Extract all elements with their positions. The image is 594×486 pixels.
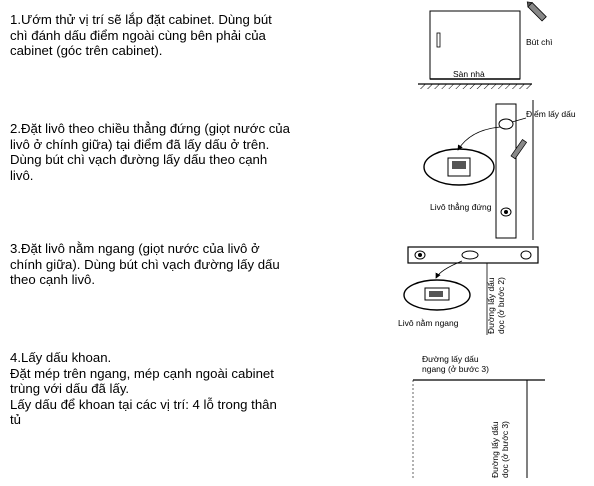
step-2-line-3: Dùng bút chì vạch đường lấy dấu theo cạnh <box>10 152 268 168</box>
pencil-icon <box>525 0 546 21</box>
label-horizontal-line-a: Đường lấy dấu <box>422 354 479 364</box>
step-1-line-2: chì đánh dấu điểm ngoài cùng bên phải của <box>10 27 266 43</box>
step-2-line-2: livô ở chính giữa) tại điểm đã lấy dấu ở trên. <box>10 136 270 152</box>
level-top-vial <box>499 119 513 129</box>
label-floor: Sàn nhà <box>453 69 485 79</box>
step-1-line-3: cabinet (góc trên cabinet). <box>10 43 163 59</box>
step-1-line-1: 1.Ướm thử vị trí sẽ lắp đặt cabinet. Dùng bút <box>10 12 272 27</box>
step-4-line-1: 4.Lấy dấu khoan. <box>10 350 112 365</box>
label-vertical-line-3b: dọc (ở bước 2) <box>496 277 506 334</box>
screw-icon-3 <box>418 253 422 257</box>
step-3-line-2: chính giữa). Dùng bút chì vạch đường lấy dấu <box>10 256 280 272</box>
label-vertical-line-4a: Đường lấy dấu <box>490 421 500 478</box>
label-horizontal-line-b: ngang (ở bước 3) <box>422 364 489 374</box>
figure-1-cabinet <box>418 0 552 89</box>
figure-4-drill-marks <box>413 354 545 478</box>
step-3-line-3: theo cạnh livô. <box>10 272 96 288</box>
step-4-line-2: Đặt mép trên ngang, mép cạnh ngoài cabinet <box>10 365 274 381</box>
step-2-line-4: livô. <box>10 167 34 183</box>
level-h-bubble <box>429 291 443 297</box>
step-4-line-5: tủ <box>10 412 21 428</box>
cabinet-handle <box>437 33 440 47</box>
level-h-vial-right <box>521 251 531 259</box>
step-3-line-1: 3.Đặt livô nằm ngang (giọt nước của livô ở <box>10 241 260 256</box>
label-level-vertical: Livô thẳng đứng <box>430 202 492 212</box>
figure-3-horizontal-level <box>398 247 538 335</box>
label-vertical-line-4b: dọc (ở bước 3) <box>500 421 510 478</box>
step-4-line-4: Lấy dấu để khoan tại các vị trí: 4 lỗ trong thân <box>10 396 277 412</box>
floor-hatch <box>418 84 532 89</box>
label-level-horizontal: Livô nằm ngang <box>398 318 459 328</box>
zoom-arrow <box>458 127 500 150</box>
label-pencil: Bút chì <box>526 37 553 47</box>
level-h-vial-center <box>462 251 478 259</box>
label-mark-point: Điểm lấy dấu <box>526 109 576 119</box>
step-4-line-3: trùng với dấu đã lấy. <box>10 381 130 397</box>
screw-icon <box>504 210 508 214</box>
label-vertical-line-3a: Đường lấy dấu <box>486 277 496 334</box>
figure-2-vertical-level <box>424 100 576 240</box>
level-bubble <box>452 161 466 169</box>
step-2-line-1: 2.Đặt livô theo chiều thẳng đứng (giọt nước của <box>10 121 290 136</box>
